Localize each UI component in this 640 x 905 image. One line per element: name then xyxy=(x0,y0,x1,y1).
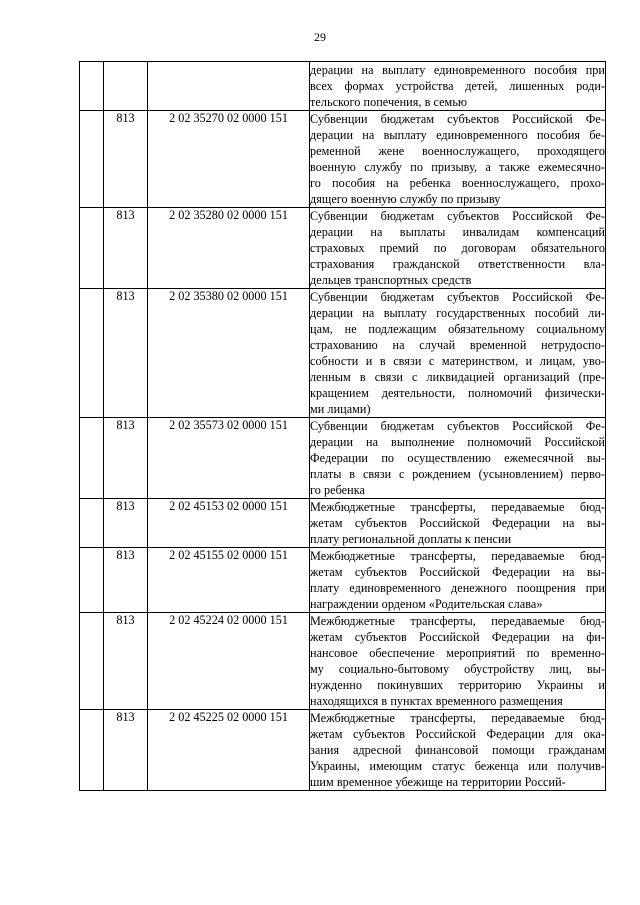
table-row xyxy=(80,613,606,710)
revenue-name-line: страхованию на случай временной нетрудоспо- xyxy=(310,338,605,352)
table-row xyxy=(80,208,606,289)
budget-classification-table xyxy=(79,61,606,791)
revenue-name-line: страховых премий по договорам обязательного xyxy=(310,241,605,255)
revenue-name-line: шим временное убежище на территории Россий- xyxy=(310,775,566,789)
margin-cell xyxy=(80,289,104,418)
revenue-name-line: страхования гражданской ответственности вла- xyxy=(310,257,605,271)
budget-code-cell: 2 02 35573 02 0000 151 xyxy=(148,418,310,499)
revenue-name-line: нансовое обеспечение мероприятий по временно- xyxy=(310,646,605,660)
admin-code-cell: 813 xyxy=(104,710,148,791)
table-row xyxy=(80,499,606,548)
revenue-name-line: Субвенции бюджетам субъектов Российской Фе- xyxy=(310,209,605,223)
margin-cell xyxy=(80,418,104,499)
revenue-name-line: Межбюджетные трансферты, передаваемые бюд- xyxy=(310,711,605,725)
table-row xyxy=(80,548,606,613)
table-body xyxy=(80,62,606,791)
revenue-name-line: ленным в связи с ликвидацией организаций (пре- xyxy=(310,370,605,384)
page-number: 29 xyxy=(314,30,326,44)
budget-code-cell: 2 02 35270 02 0000 151 xyxy=(148,111,310,208)
revenue-name-line: Субвенции бюджетам субъектов Российской Фе- xyxy=(310,290,605,304)
revenue-name-line: го ребенка xyxy=(310,483,365,497)
revenue-name-line: жетам субъектов Российской Федерации на вы- xyxy=(310,565,605,579)
revenue-name-cell xyxy=(310,111,606,208)
revenue-name-line: цам, не подлежащим обязательному социальному xyxy=(310,322,605,336)
budget-code-cell: 2 02 45155 02 0000 151 xyxy=(148,548,310,613)
revenue-name-line: дерации на выплату единовременного пособия бе- xyxy=(310,128,605,142)
revenue-name-line: Субвенции бюджетам субъектов Российской Фе- xyxy=(310,112,605,126)
revenue-name-line: дерации на выплату государственных пособий ли- xyxy=(310,306,605,320)
table-row xyxy=(80,111,606,208)
revenue-name-line: Межбюджетные трансферты, передаваемые бюд- xyxy=(310,549,605,563)
budget-code-cell: 2 02 35280 02 0000 151 xyxy=(148,208,310,289)
admin-code-cell: 813 xyxy=(104,289,148,418)
revenue-name-line: тельского попечения, в семью xyxy=(310,95,468,109)
revenue-name-line: плату единовременного денежного поощрения при xyxy=(310,581,605,595)
margin-cell xyxy=(80,499,104,548)
revenue-name-line: дерации на выполнение полномочий Российской xyxy=(310,435,605,449)
revenue-name-line: жетам субъектов Российской Федерации на фи- xyxy=(310,630,605,644)
revenue-name-cell xyxy=(310,710,606,791)
revenue-name-line: находящихся в пунктах временного размещения xyxy=(310,694,563,708)
revenue-name-line: Украины, имеющим статус беженца или получив- xyxy=(310,759,605,773)
revenue-name-line: дельцев транспортных средств xyxy=(310,273,472,287)
admin-code-cell: 813 xyxy=(104,208,148,289)
margin-cell xyxy=(80,208,104,289)
revenue-name-line: дящего военную службу по призыву xyxy=(310,192,501,206)
table-row xyxy=(80,289,606,418)
revenue-name-line: собности и в связи с материнством, и лицам, уво- xyxy=(310,354,605,368)
revenue-name-line: Межбюджетные трансферты, передаваемые бюд- xyxy=(310,614,605,628)
revenue-name-line: военную службу по призыву, а также ежемесячно- xyxy=(310,160,605,174)
revenue-name-line: нужденно покинувших территорию Украины и xyxy=(310,678,605,692)
revenue-name-line: Субвенции бюджетам субъектов Российской Фе- xyxy=(310,419,605,433)
budget-code-cell: 2 02 45153 02 0000 151 xyxy=(148,499,310,548)
revenue-name-cell xyxy=(310,289,606,418)
revenue-name-line: дерации на выплаты инвалидам компенсаций xyxy=(310,225,605,239)
revenue-name-line: Федерации по осуществлению ежемесячной вы- xyxy=(310,451,605,465)
revenue-name-line: дерации на выплату единовременного пособия при xyxy=(310,63,605,77)
revenue-name-line: всех формах устройства детей, лишенных роди- xyxy=(310,79,605,93)
revenue-name-cell xyxy=(310,208,606,289)
revenue-name-cell xyxy=(310,62,606,111)
revenue-name-line: награждении орденом «Родительская слава» xyxy=(310,597,543,611)
revenue-name-line: платы в связи с рождением (усыновлением) перво- xyxy=(310,467,605,481)
admin-code-cell: 813 xyxy=(104,111,148,208)
revenue-name-line: го пособия на ребенка военнослужащего, прохо- xyxy=(310,176,605,190)
admin-code-cell xyxy=(104,62,148,111)
table-row xyxy=(80,418,606,499)
revenue-name-line: ременной жене военнослужащего, проходящего xyxy=(310,144,605,158)
margin-cell xyxy=(80,111,104,208)
admin-code-cell: 813 xyxy=(104,613,148,710)
margin-cell xyxy=(80,710,104,791)
budget-code-cell: 2 02 35380 02 0000 151 xyxy=(148,289,310,418)
revenue-name-cell xyxy=(310,548,606,613)
revenue-name-line: плату региональной доплаты к пенсии xyxy=(310,532,512,546)
revenue-name-line: ми лицами) xyxy=(310,402,371,416)
margin-cell xyxy=(80,548,104,613)
revenue-name-line: жетам субъектов Российской Федерации на вы- xyxy=(310,516,605,530)
table-row xyxy=(80,710,606,791)
revenue-name-line: зания адресной финансовой помощи гражданам xyxy=(310,743,605,757)
budget-code-cell: 2 02 45224 02 0000 151 xyxy=(148,613,310,710)
revenue-name-line: му социально-бытовому обустройству лиц, вы- xyxy=(310,662,605,676)
revenue-name-cell xyxy=(310,418,606,499)
margin-cell xyxy=(80,613,104,710)
budget-code-cell xyxy=(148,62,310,111)
admin-code-cell: 813 xyxy=(104,499,148,548)
admin-code-cell: 813 xyxy=(104,418,148,499)
table-row xyxy=(80,62,606,111)
revenue-name-cell xyxy=(310,613,606,710)
revenue-name-line: жетам субъектов Российской Федерации для ока- xyxy=(310,727,605,741)
revenue-name-line: кращением деятельности, полномочий физически- xyxy=(310,386,605,400)
budget-code-cell: 2 02 45225 02 0000 151 xyxy=(148,710,310,791)
margin-cell xyxy=(80,62,104,111)
admin-code-cell: 813 xyxy=(104,548,148,613)
revenue-name-cell xyxy=(310,499,606,548)
revenue-name-line: Межбюджетные трансферты, передаваемые бюд- xyxy=(310,500,605,514)
